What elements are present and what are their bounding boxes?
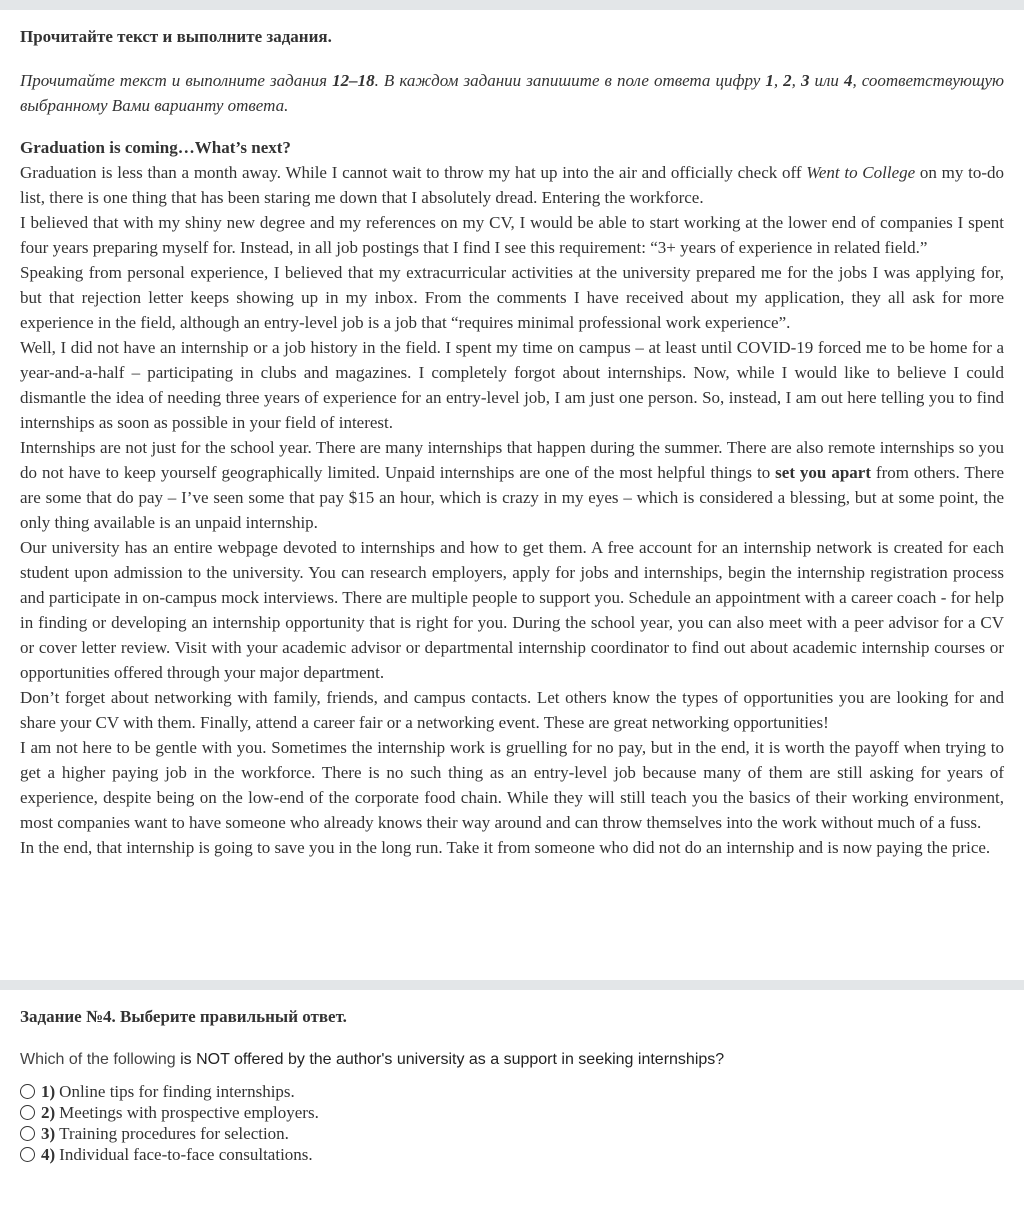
option-label: Training procedures for selection. [59, 1124, 289, 1143]
article-paragraph: Graduation is less than a month away. While I cannot wait to throw my hat up into the air and officially check off Went to College on my to-do list, there is one thing that has been staring me down that I absolutely dread. Entering the workforce. [20, 163, 1005, 207]
option-label: Individual face-to-face consultations. [59, 1145, 313, 1164]
task-heading: Задание №4. Выберите правильный ответ. [20, 1007, 347, 1026]
radio-button[interactable] [20, 1126, 35, 1141]
radio-button[interactable] [20, 1147, 35, 1162]
instruction-text: Прочитайте текст и выполните задания 12–18. В каждом задании запишите в поле ответа цифру 1, 2, 3 или 4, соответствующую выбранному Вами варианту ответа. [20, 71, 1005, 115]
article-paragraph: Our university has an entire webpage devoted to internships and how to get them. A free account for an internship network is created for each student upon admission to the university. You can research employers, apply for jobs and internships, begin the internship registration process and participate in on-campus mock interviews. There are multiple people to support you. Schedule an appointment with a career coach - for help in finding or developing an internship opportunity that is right for you. During the school year, you can also meet with a peer advisor for a CV or cover letter review. Visit with your academic advisor or departmental internship coordinator to find out about academic internship courses or opportunities offered through your major department. [20, 538, 1004, 682]
article-paragraph: In the end, that internship is going to save you in the long run. Take it from someone who did not do an internship and is now paying the price. [20, 838, 991, 857]
radio-button[interactable] [20, 1084, 35, 1099]
article-paragraph: Speaking from personal experience, I believed that my extracurricular activities at the university prepared me for the jobs I was applying for, but that rejection letter keeps showing up in my inbox. From the comments I have received about my application, they all ask for more experience in the field, although an entry-level job is a job that “requires minimal professional work experience”. [20, 263, 1004, 332]
task-block [20, 1002, 1004, 1165]
section-divider [0, 980, 1024, 990]
answer-option-2[interactable]: 2) Meetings with prospective employers. [20, 1102, 1004, 1123]
question-text: Which of the following is NOT offered by the author's university as a support in seeking internships? [20, 1051, 725, 1068]
answer-option-1[interactable]: 1) Online tips for finding internships. [20, 1081, 1004, 1102]
article-paragraph: I am not here to be gentle with you. Sometimes the internship work is gruelling for no pay, but in the end, it is worth the payoff when trying to get a higher paying job in the workforce. There is no such thing as an entry-level job because many of them are still asking for years of experience, despite being on the low-end of the corporate food chain. While they will still teach you the basics of their working environment, most companies want to have someone who already knows their way around and can throw themselves into the work without much of a fuss. [20, 738, 1004, 832]
option-label: Meetings with prospective employers. [59, 1103, 319, 1122]
article-paragraph: Don’t forget about networking with family, friends, and campus contacts. Let others know the types of opportunities you are looking for and share your CV with them. Finally, attend a career fair or a networking event. These are great networking opportunities! [20, 688, 1004, 732]
answer-option-4[interactable]: 4) Individual face-to-face consultations. [20, 1144, 1004, 1165]
answer-option-3[interactable]: 3) Training procedures for selection. [20, 1123, 1004, 1144]
article-title: Graduation is coming…What’s next? [20, 138, 291, 157]
task-range: 12–18 [332, 71, 375, 90]
radio-button[interactable] [20, 1105, 35, 1120]
article-paragraph: I believed that with my shiny new degree and my references on my CV, I would be able to start working at the lower end of companies I spent four years preparing myself for. Instead, in all job postings that I find I see this requirement: “3+ years of experience in related field.” [20, 213, 1004, 257]
option-label: Online tips for finding internships. [59, 1082, 295, 1101]
highlighted-phrase: set you apart [775, 463, 871, 482]
answer-options [20, 1081, 1004, 1165]
reading-text-block [20, 22, 1004, 860]
emphasis-phrase: Went to College [806, 163, 916, 182]
top-divider [0, 0, 1024, 10]
article-paragraph: Well, I did not have an internship or a job history in the field. I spent my time on campus – at least until COVID-19 forced me to be home for a year-and-a-half – participating in clubs and magazines. I completely forgot about internships. Now, while I would like to believe I could dismantle the idea of needing three years of experience for an entry-level job, I am just one person. So, instead, I am out here telling you to find internships as soon as possible in your field of interest. [20, 338, 1004, 432]
article-paragraph: Internships are not just for the school year. There are many internships that happen during the summer. There are also remote internships so you do not have to keep yourself geographically limited. Unpaid internships are one of the most helpful things to set you apart from others. There are some that do pay – I’ve seen some that pay $15 an hour, which is crazy in my eyes – which is considered a blessing, but at some point, the only thing available is an unpaid internship. [20, 438, 1004, 532]
block-heading: Прочитайте текст и выполните задания. [20, 27, 332, 46]
